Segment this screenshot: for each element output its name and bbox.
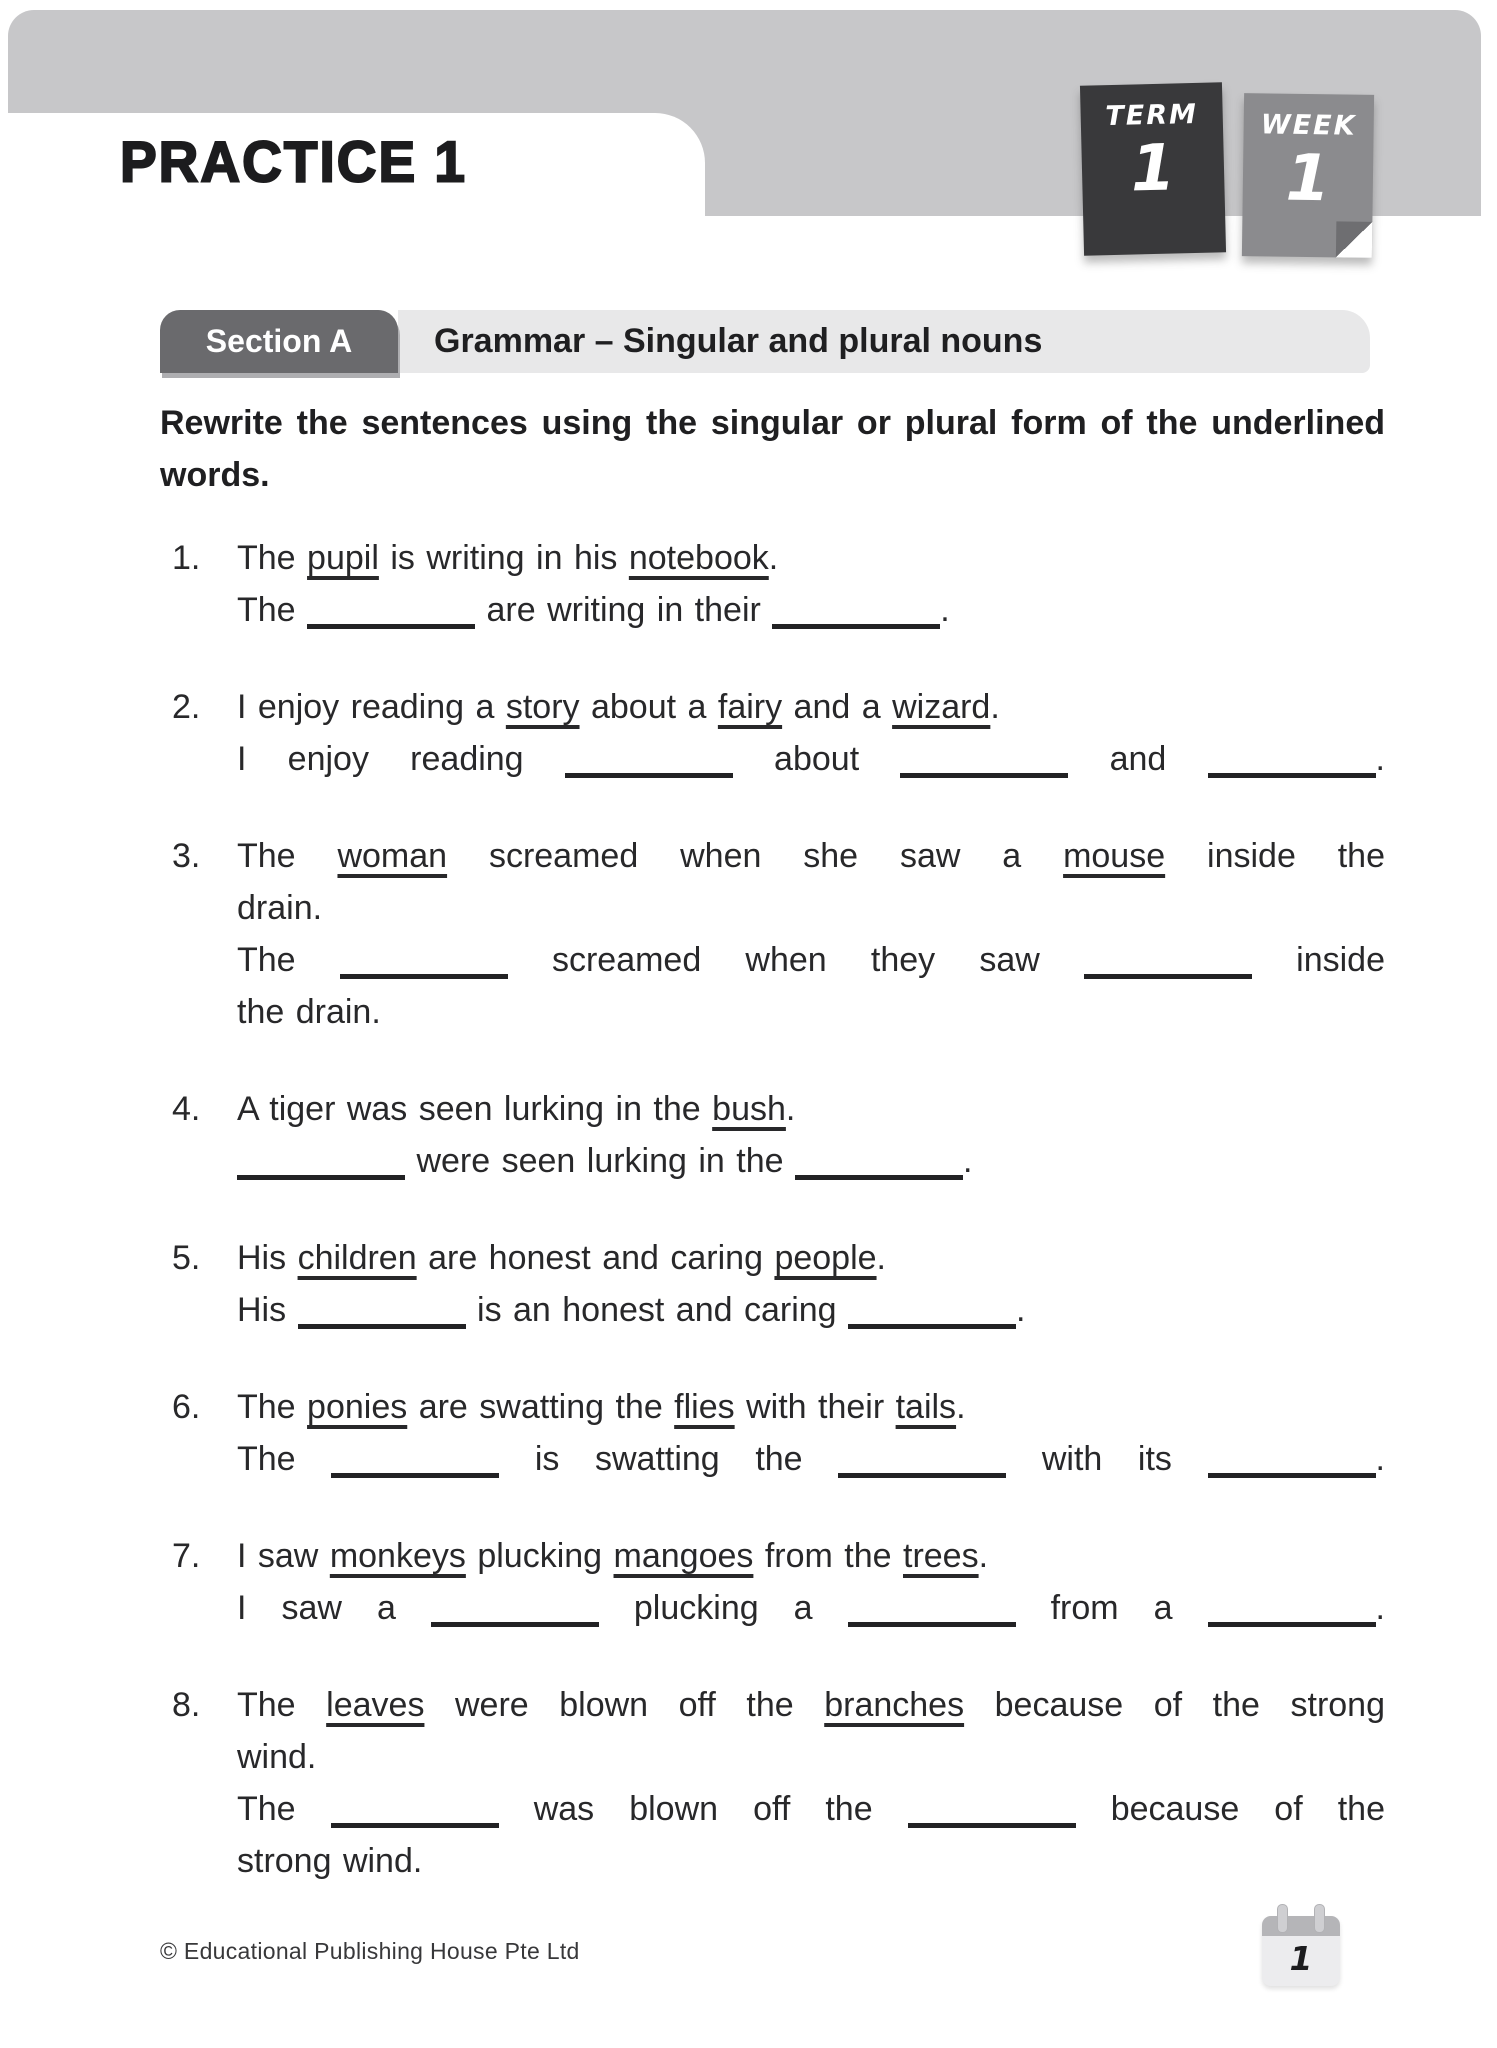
question-line: I saw monkeys plucking mangoes from the trees.: [237, 1537, 989, 1575]
underlined-word: branches: [824, 1686, 965, 1724]
question: [160, 830, 1385, 1038]
question-number: 3.: [172, 837, 201, 875]
underlined-word: fairy: [717, 688, 783, 726]
question-line: were seen lurking in the .: [237, 1135, 1385, 1187]
question-content: [237, 1232, 1385, 1336]
term-badge-value: 1: [1129, 131, 1177, 207]
question-content: [237, 681, 1385, 785]
question-line: The is swatting the with its .: [237, 1440, 1385, 1478]
underlined-word: people: [774, 1239, 877, 1277]
questions-list: [160, 532, 1385, 1932]
question-line: wind.: [237, 1738, 317, 1776]
calendar-clip-left: [1277, 1904, 1288, 1933]
underlined-word: pupil: [307, 539, 379, 577]
question: [160, 1232, 1385, 1336]
answer-blank[interactable]: [431, 1612, 599, 1627]
question-content: [237, 532, 1385, 636]
answer-blank[interactable]: [848, 1612, 1016, 1627]
week-badge-value: 1: [1285, 141, 1331, 217]
question-content: [237, 1679, 1385, 1887]
question-line: the drain.: [237, 993, 381, 1031]
question: [160, 681, 1385, 785]
week-badge: [1242, 93, 1374, 258]
question: [160, 1083, 1385, 1187]
question-line: A tiger was seen lurking in the bush.: [237, 1090, 796, 1128]
underlined-word: woman: [337, 837, 448, 875]
answer-blank[interactable]: [908, 1813, 1076, 1828]
underlined-word: flies: [674, 1388, 735, 1426]
question-number: 5.: [172, 1239, 201, 1277]
question: [160, 1381, 1385, 1485]
underlined-word: notebook: [628, 539, 769, 577]
question-line: I saw a plucking a from a .: [237, 1589, 1385, 1627]
question-line: strong wind.: [237, 1842, 423, 1880]
underlined-word: story: [505, 688, 580, 726]
question-line: I enjoy reading a story about a fairy and a wizard.: [237, 688, 1000, 726]
section-tab: Section A: [160, 310, 398, 373]
question-content: [237, 830, 1385, 1038]
question-line: His children are honest and caring people.: [237, 1239, 886, 1277]
answer-blank[interactable]: [795, 1165, 963, 1180]
calendar-clip-right: [1314, 1904, 1325, 1933]
question-line: drain.: [237, 889, 323, 927]
underlined-word: children: [297, 1239, 417, 1277]
answer-blank[interactable]: [565, 763, 733, 778]
underlined-word: ponies: [307, 1388, 408, 1426]
footer-copyright: © Educational Publishing House Pte Ltd: [160, 1938, 580, 1964]
question-number: 2.: [172, 688, 201, 726]
underlined-word: leaves: [326, 1686, 425, 1724]
practice-title: PRACTICE 1: [120, 128, 467, 194]
answer-blank[interactable]: [1208, 1463, 1376, 1478]
question-line: I enjoy reading about and .: [237, 740, 1385, 778]
answer-blank[interactable]: [331, 1463, 499, 1478]
question: [160, 1530, 1385, 1634]
answer-blank[interactable]: [237, 1165, 405, 1180]
question-line: His is an honest and caring .: [237, 1291, 1026, 1329]
question-number: 4.: [172, 1090, 201, 1128]
section-bar: [398, 310, 1370, 373]
answer-blank[interactable]: [331, 1813, 499, 1828]
section-heading: Grammar – Singular and plural nouns: [434, 322, 1043, 360]
question-line: The was blown off the because of the: [237, 1790, 1385, 1828]
question: [160, 1679, 1385, 1887]
answer-blank[interactable]: [838, 1463, 1006, 1478]
term-badge: [1080, 82, 1226, 255]
page-number: 1: [1289, 1939, 1313, 1978]
answer-blank[interactable]: [1208, 1612, 1376, 1627]
answer-blank[interactable]: [1208, 763, 1376, 778]
question-line: The pupil is writing in his notebook.: [237, 539, 779, 577]
underlined-word: wizard: [892, 688, 991, 726]
instruction-line: Rewrite the sentences using the singular or plural form of the underlined: [160, 404, 1385, 442]
answer-blank[interactable]: [307, 614, 475, 629]
underlined-word: tails: [895, 1388, 957, 1426]
question-number: 8.: [172, 1686, 201, 1724]
question-content: [237, 1083, 1385, 1187]
instruction: [160, 397, 1385, 501]
question-content: [237, 1381, 1385, 1485]
answer-blank[interactable]: [772, 614, 940, 629]
question-number: 1.: [172, 539, 201, 577]
underlined-word: trees: [903, 1537, 979, 1575]
underlined-word: bush: [712, 1090, 786, 1128]
page-number-calendar: [1262, 1916, 1340, 1986]
title-tab: [0, 113, 705, 217]
question-line: The are writing in their .: [237, 591, 950, 629]
question-line: The woman screamed when she saw a mouse inside the: [237, 837, 1385, 875]
answer-blank[interactable]: [1084, 964, 1252, 979]
underlined-word: mouse: [1063, 837, 1166, 875]
question-number: 7.: [172, 1537, 201, 1575]
underlined-word: monkeys: [329, 1537, 466, 1575]
answer-blank[interactable]: [340, 964, 508, 979]
section-row: [160, 310, 1370, 373]
week-badge-label: WEEK: [1260, 109, 1357, 142]
underlined-word: mangoes: [613, 1537, 754, 1575]
instruction-line: words.: [160, 456, 270, 494]
answer-blank[interactable]: [848, 1314, 1016, 1329]
question-number: 6.: [172, 1388, 201, 1426]
question-line: The screamed when they saw inside: [237, 941, 1385, 979]
term-badge-label: TERM: [1105, 98, 1199, 133]
answer-blank[interactable]: [900, 763, 1068, 778]
answer-blank[interactable]: [298, 1314, 466, 1329]
question-line: The leaves were blown off the branches because of the strong: [237, 1686, 1385, 1724]
question-content: [237, 1530, 1385, 1634]
question: [160, 532, 1385, 636]
question-line: The ponies are swatting the flies with their tails.: [237, 1388, 966, 1426]
